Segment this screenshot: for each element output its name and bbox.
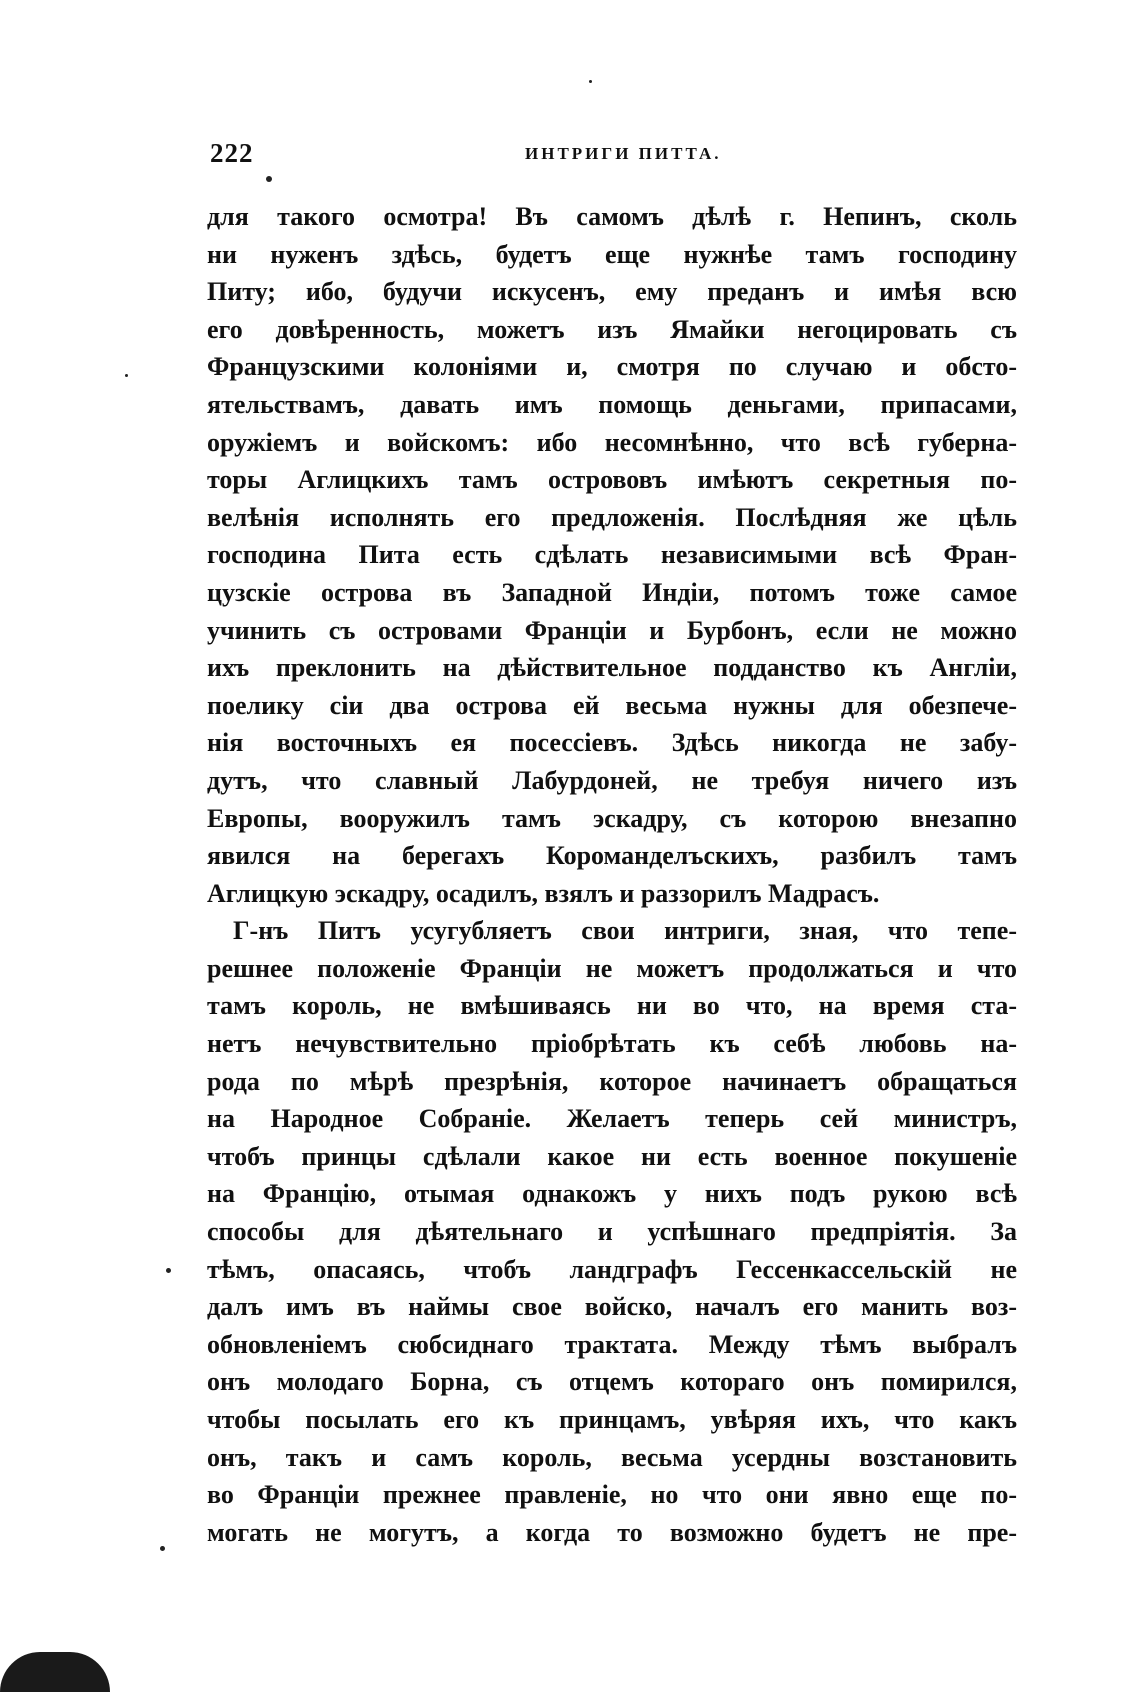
text-line: во Франціи прежнее правленіе, но что они явно еще по- xyxy=(207,1480,1017,1510)
text-line: дутъ, что славный Лабурдоней, не требуя ничего изъ xyxy=(207,765,1017,795)
text-line: Питу; ибо, будучи искусенъ, ему преданъ и имѣя всю xyxy=(207,277,1017,307)
text-line: обновленіемъ сюбсиднаго трактата. Между тѣмъ выбралъ xyxy=(207,1329,1017,1359)
text-line: учинить съ островами Франціи и Бурбонъ, если не можно xyxy=(207,615,1017,645)
ink-speck xyxy=(266,176,272,182)
text-line: на Народное Собраніе. Желаетъ теперь сей министръ, xyxy=(207,1104,1017,1134)
text-line: онъ, такъ и самъ король, весьма усердны возстановить xyxy=(207,1442,1017,1472)
text-line: Аглицкую эскадру, осадилъ, взялъ и раззорилъ Мадрасъ. xyxy=(207,878,880,908)
text-line: его довѣренность, можетъ изъ Ямайки негоцировать съ xyxy=(207,314,1017,344)
text-line: тѣмъ, опасаясь, чтобъ ландграфъ Гессенкассельскій не xyxy=(207,1254,1017,1284)
running-head xyxy=(210,138,1010,178)
text-line: Г-нъ Питъ усугубляетъ свои интриги, зная, что тепе- xyxy=(233,916,1017,946)
text-line: господина Пита есть сдѣлать независимыми всѣ Фран- xyxy=(207,540,1017,570)
ink-speck xyxy=(589,80,592,83)
text-line: рода по мѣрѣ презрѣнія, которое начинаетъ обращаться xyxy=(207,1066,1017,1096)
ink-speck xyxy=(125,374,128,377)
text-line: могать не могутъ, а когда то возможно будетъ не пре- xyxy=(207,1517,1017,1547)
text-line: цузскіе острова въ Западной Индіи, потомъ тоже самое xyxy=(207,577,1017,607)
text-line: чтобы посылать его къ принцамъ, увѣряя ихъ, что какъ xyxy=(207,1405,1017,1434)
page-number: 222 xyxy=(210,138,254,168)
text-line: поелику сіи два острова ей весьма нужны для обезпече- xyxy=(207,690,1017,720)
text-line: торы Аглицкихъ тамъ острововъ имѣютъ секретныя по- xyxy=(207,465,1017,495)
text-line: чтобъ принцы сдѣлали какое ни есть военное покушеніе xyxy=(207,1141,1017,1171)
text-line: Европы, вооружилъ тамъ эскадру, съ которою внезапно xyxy=(207,803,1017,833)
scan-smudge xyxy=(0,1652,110,1692)
text-line: оружіемъ и войскомъ: ибо несомнѣнно, что всѣ губерна- xyxy=(207,427,1017,457)
text-line: далъ имъ въ наймы свое войско, началъ его манить воз- xyxy=(207,1292,1017,1322)
text-line: тамъ король, не вмѣшиваясь ни во что, на время ста- xyxy=(207,991,1017,1021)
body-text xyxy=(207,198,1017,1551)
text-line: ихъ преклонить на дѣйствительное подданство къ Англіи, xyxy=(207,653,1017,683)
running-title: ИНТРИГИ ПИТТА. xyxy=(525,144,722,163)
ink-speck xyxy=(160,1546,165,1551)
text-line: ни нуженъ здѣсь, будетъ еще нужнѣе тамъ господину xyxy=(207,239,1017,269)
text-line: велѣнія исполнять его предложенія. Послѣдняя же цѣль xyxy=(207,502,1017,532)
text-line: для такого осмотра! Въ самомъ дѣлѣ г. Непинъ, сколь xyxy=(207,202,1017,231)
text-line: на Францію, отымая однакожъ у нихъ подъ рукою всѣ xyxy=(207,1179,1017,1209)
text-line: способы для дѣятельнаго и успѣшнаго предпріятія. За xyxy=(207,1217,1017,1247)
text-line: решнее положеніе Франціи не можетъ продолжаться и что xyxy=(207,953,1017,983)
text-line: явился на берегахъ Короманделъскихъ, разбилъ тамъ xyxy=(207,841,1017,871)
text-line: нетъ нечувствительно пріобрѣтать къ себѣ любовь на- xyxy=(207,1029,1017,1059)
ink-speck xyxy=(166,1268,171,1273)
text-line: онъ молодаго Борна, съ отцемъ котораго онъ помирился, xyxy=(207,1367,1017,1397)
text-line: ятельствамъ, давать имъ помощь деньгами, припасами, xyxy=(207,389,1017,419)
text-line: нія восточныхъ ея посессіевъ. Здѣсь никогда не забу- xyxy=(207,728,1017,758)
text-line: Французскими колоніями и, смотря по случаю и обсто- xyxy=(207,352,1017,382)
